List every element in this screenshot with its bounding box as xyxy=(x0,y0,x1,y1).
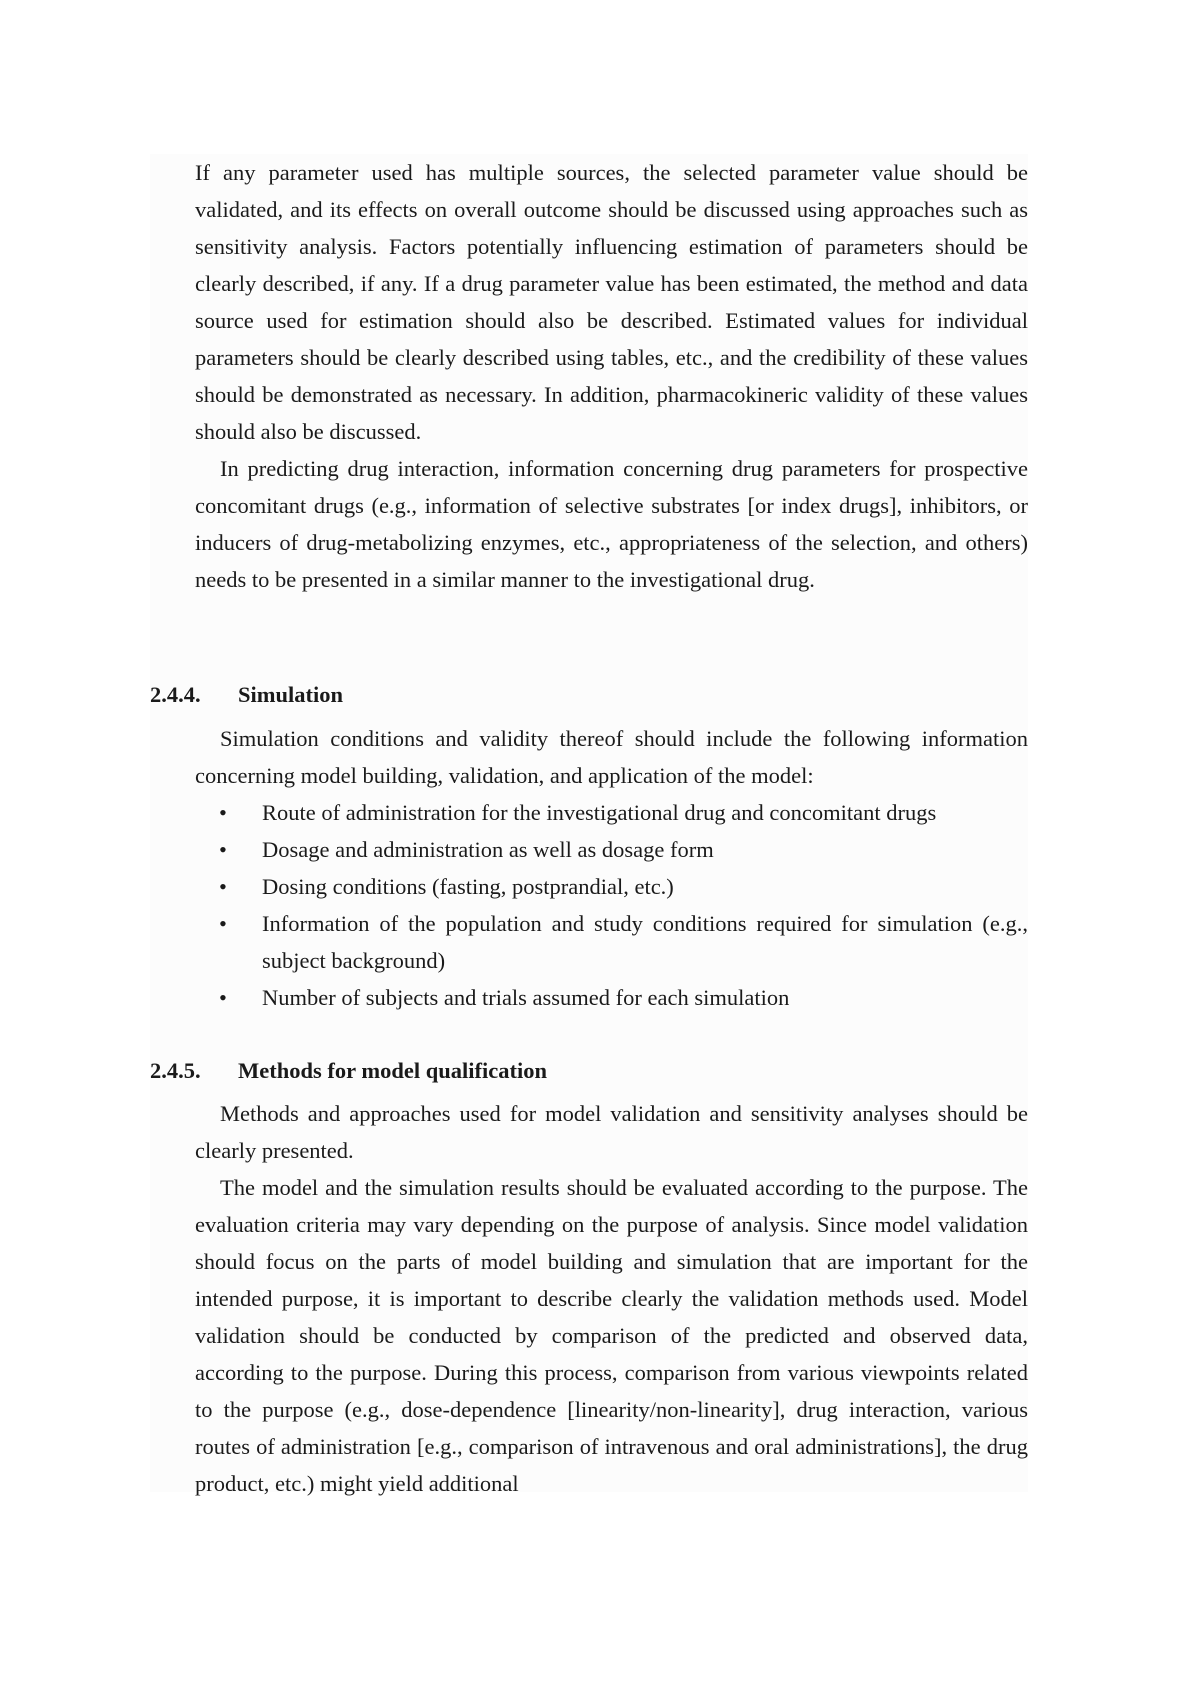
list-item-text: Route of administration for the investigational drug and concomitant drugs xyxy=(262,800,937,825)
paragraph-drug-interaction: In predicting drug interaction, information concerning drug parameters for prospective concomitant drugs (e.g., information of selective substrates [or index drugs], inhibitors, or inducers of drug-metabolizing enzymes, etc., appropriateness of the selection, and others) needs to be presented in a similar manner to the investigational drug. xyxy=(195,456,1028,592)
bullet-icon: • xyxy=(219,874,227,899)
heading-simulation-title: Simulation xyxy=(238,682,344,707)
simulation-content xyxy=(195,720,1028,1016)
heading-simulation-number: 2.4.4. xyxy=(150,682,201,707)
bullet-icon: • xyxy=(219,911,227,936)
heading-qualification-number: 2.4.5. xyxy=(150,1058,201,1083)
list-item xyxy=(195,868,1028,905)
bullet-icon: • xyxy=(219,985,227,1010)
paragraph-simulation-intro: Simulation conditions and validity thereof should include the following information concerning model building, validation, and application of the model: xyxy=(195,726,1028,788)
heading-simulation xyxy=(150,676,343,713)
heading-qualification-title: Methods for model qualification xyxy=(238,1058,547,1083)
list-item-text: Information of the population and study conditions required for simulation (e.g., subject background) xyxy=(262,911,1028,973)
bullet-icon: • xyxy=(219,837,227,862)
list-item xyxy=(195,831,1028,868)
list-item-text: Dosing conditions (fasting, postprandial, etc.) xyxy=(262,874,674,899)
list-item xyxy=(195,979,1028,1016)
list-item-text: Dosage and administration as well as dosage form xyxy=(262,837,714,862)
qualification-content xyxy=(195,1095,1028,1502)
paragraph-parameter-sources: If any parameter used has multiple sources, the selected parameter value should be validated, and its effects on overall outcome should be discussed using approaches such as sensitivity analysis. Factors potentially influencing estimation of parameters should be clearly described, if any. If a drug parameter value has been estimated, the method and data source used for estimation should also be described. Estimated values for individual parameters should be clearly described using tables, etc., and the credibility of these values should be demonstrated as necessary. In addition, pharmacokineric validity of these values should also be discussed. xyxy=(195,160,1028,444)
text-area xyxy=(150,154,1028,1496)
bullet-icon: • xyxy=(219,800,227,825)
list-item xyxy=(195,794,1028,831)
intro-paragraphs xyxy=(195,154,1028,598)
heading-model-qualification xyxy=(150,1052,547,1089)
paragraph-model-evaluation: The model and the simulation results should be evaluated according to the purpose. The evaluation criteria may vary depending on the purpose of analysis. Since model validation should focus on the parts of model building and simulation that are important for the intended purpose, it is important to describe clearly the validation methods used. Model validation should be conducted by comparison of the predicted and observed data, according to the purpose. During this process, comparison from various viewpoints related to the purpose (e.g., dose-dependence [linearity/non-linearity], drug interaction, various routes of administration [e.g., comparison of intravenous and oral administrations], the drug product, etc.) might yield additional xyxy=(195,1175,1028,1496)
list-item-text: Number of subjects and trials assumed for each simulation xyxy=(262,985,790,1010)
paragraph-validation-methods: Methods and approaches used for model validation and sensitivity analyses should be clearly presented. xyxy=(195,1101,1028,1163)
list-item xyxy=(195,905,1028,979)
simulation-bullet-list xyxy=(195,794,1028,1016)
